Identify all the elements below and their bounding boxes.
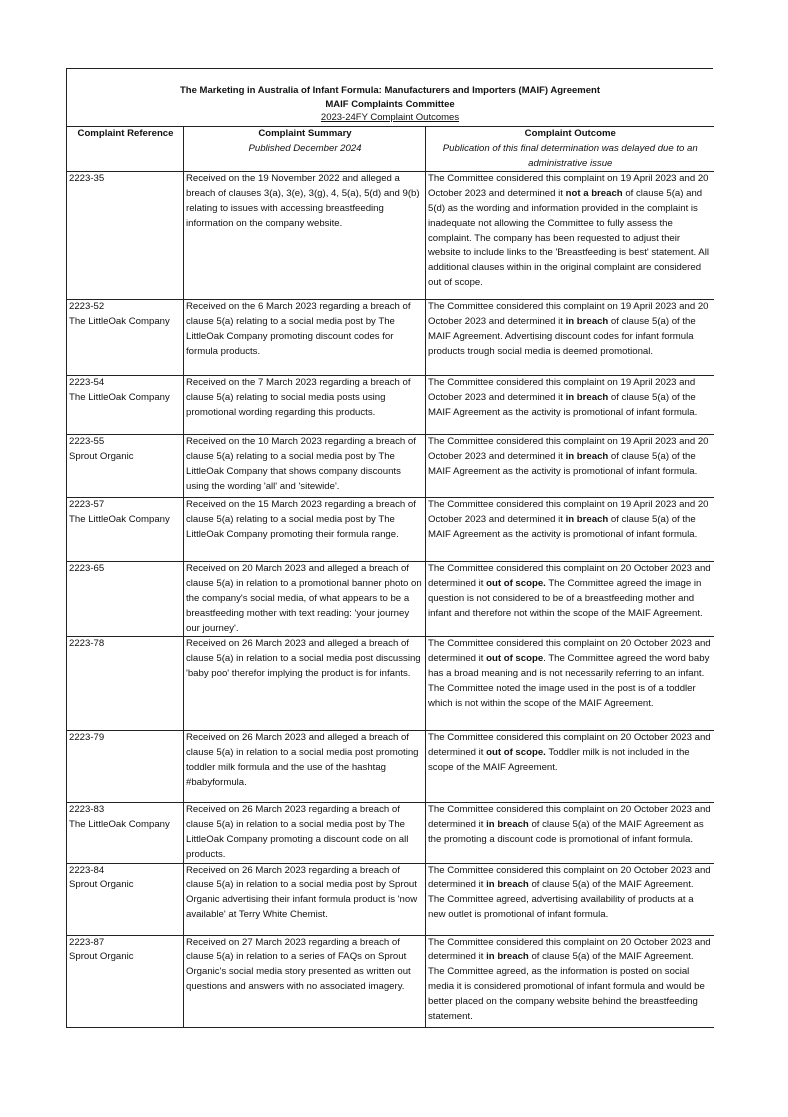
table-row xyxy=(67,498,714,562)
outcome-text: of clause 5(a) of the MAIF Agreement as the promoting a discount code is promotional of infant formula. xyxy=(428,819,704,845)
outcome-determination: in breach xyxy=(486,879,529,891)
outcome-text: of clause 5(a) of the MAIF Agreement as the activity is promotional of infant formula. xyxy=(428,451,698,477)
outcome-text: The Committee considered this complaint on 19 April 2023 and 20 October 2023 and determined it xyxy=(428,173,709,200)
summary-column-header: Complaint Summary Published December 2024 xyxy=(184,127,426,172)
outcome-text: of clause 5(a) of the MAIF Agreement. Advertising discount codes for infant formula products trough social media is deemed promotional. xyxy=(428,316,696,357)
complaint-reference: 2223-35 xyxy=(69,173,105,185)
complaint-summary: Received on 20 March 2023 and alleged a breach of clause 5(a) in relation to a promotional banner photo on the company's social media, of what appears to be a breastfeeding mother with text reading: 'your journey our journey'. xyxy=(184,562,426,637)
table-row xyxy=(67,637,714,731)
company-name: The LittleOak Company xyxy=(69,392,170,404)
complaint-outcome xyxy=(426,172,714,300)
complaint-reference-cell xyxy=(67,935,184,1027)
complaint-reference: 2223-57 xyxy=(69,499,105,511)
outcome-text: The Committee considered this complaint on 19 April 2023 and 20 October 2023 and determined it xyxy=(428,436,709,463)
complaint-summary: Received on 26 March 2023 and alleged a breach of clause 5(a) in relation to a social media post promoting toddler milk formula and the use of the hashtag #babyformula. xyxy=(184,731,426,803)
reference-column-header: Complaint Reference xyxy=(67,127,184,172)
complaint-outcome xyxy=(426,498,714,562)
outcome-text: The Committee considered this complaint on 20 October 2023 and determined it xyxy=(428,563,711,590)
complaint-reference-cell xyxy=(67,562,184,637)
complaint-outcome xyxy=(426,863,714,935)
outcome-determination: in breach xyxy=(565,316,609,328)
outcome-text: The Committee considered this complaint on 19 April 2023 and 20 October 2023 and determined it xyxy=(428,499,709,526)
complaint-summary: Received on the 15 March 2023 regarding a breach of clause 5(a) relating to a social media post by The LittleOak Company promoting their formula range. xyxy=(184,498,426,562)
outcome-determination: in breach xyxy=(565,451,609,463)
complaint-outcome xyxy=(426,637,714,731)
outcome-determination: out of scope. xyxy=(486,747,546,759)
complaint-reference-cell xyxy=(67,803,184,863)
outcome-determination: not a breach xyxy=(565,188,623,200)
complaint-reference: 2223-84 xyxy=(69,864,105,876)
complaint-reference: 2223-78 xyxy=(69,638,105,650)
complaint-reference: 2223-65 xyxy=(69,563,105,575)
complaint-summary: Received on 26 March 2023 regarding a breach of clause 5(a) in relation to a social media post by Sprout Organic advertising their infant formula product is 'now available' at Terry White Chemist. xyxy=(184,863,426,935)
outcome-determination: in breach xyxy=(486,819,529,831)
complaint-reference-cell xyxy=(67,731,184,803)
complaint-reference-cell xyxy=(67,863,184,935)
outcome-determination: in breach xyxy=(486,951,529,963)
outcome-determination: out of scope. xyxy=(486,578,546,590)
committee-title: MAIF Complaints Committee xyxy=(325,98,455,110)
outcome-subheader: Publication of this final determination was delayed due to an administrative issue xyxy=(442,142,698,169)
complaints-table xyxy=(66,126,714,1028)
complaint-outcome xyxy=(426,562,714,637)
table-body xyxy=(67,172,714,1027)
outcome-text: . The Committee agreed the word baby has a broad meaning and is not necessarily referring to an infant. The Committee noted the image used in the post is of a toddler which is not within the scope of the MAIF Agreement. xyxy=(428,653,710,709)
outcome-text: The Committee considered this complaint on 20 October 2023 and determined it xyxy=(428,936,711,963)
complaint-reference-cell xyxy=(67,637,184,731)
table-row xyxy=(67,803,714,863)
period-title: 2023-24FY Complaint Outcomes xyxy=(320,112,460,123)
outcome-text: The Committee agreed the image in question is not considered to be of a breastfeeding mother and infant and therefore not within the scope of the MAIF Agreement. xyxy=(428,578,703,619)
complaint-reference: 2223-79 xyxy=(69,732,105,744)
company-name: Sprout Organic xyxy=(69,951,134,963)
outcome-determination: out of scope xyxy=(486,653,544,665)
outcome-text: of clause 5(a) of the MAIF Agreement. The Committee agreed, advertising availability of products at a new outlet is promotional of infant formula. xyxy=(428,879,694,920)
complaint-reference: 2223-83 xyxy=(69,804,105,816)
outcome-text: of clause 5(a) and 5(d) as the wording and information provided in the complaint is inadequate not allowing the Committee to fully assess the complaint. The company has been requested to adjust their website to include links to the 'Breastfeeding is best' statement. All additional clauses within in the original complaint are considered out of scope. xyxy=(428,188,709,288)
outcome-text: The Committee considered this complaint on 20 October 2023 and determined it xyxy=(428,732,711,759)
complaint-reference-cell xyxy=(67,498,184,562)
outcome-text: of clause 5(a) of the MAIF Agreement. The Committee agreed, as the information is posted on social media it is considered promotional of infant formula and would be better placed on the company website behind the breastfeeding statement. xyxy=(428,951,705,1022)
table-row xyxy=(67,863,714,935)
complaint-reference-cell xyxy=(67,300,184,376)
complaint-summary: Received on 26 March 2023 regarding a breach of clause 5(a) in relation to a social media post by The LittleOak Company promoting a discount code on all products. xyxy=(184,803,426,863)
table-row xyxy=(67,562,714,637)
complaint-summary: Received on 26 March 2023 and alleged a breach of clause 5(a) in relation to a social media post discussing 'baby poo' therefor implying the product is for infants. xyxy=(184,637,426,731)
complaint-summary: Received on the 19 November 2022 and alleged a breach of clauses 3(a), 3(e), 3(g), 4, 5(a), 5(d) and 9(b) relating to issues with accessing breastfeeding information on the company website. xyxy=(184,172,426,300)
complaint-outcome xyxy=(426,731,714,803)
outcome-text: The Committee considered this complaint on 19 April 2023 and October 2023 and determined it xyxy=(428,377,696,404)
complaint-reference: 2223-54 xyxy=(69,377,105,389)
complaint-outcome xyxy=(426,935,714,1027)
table-row xyxy=(67,376,714,435)
outcome-text: The Committee considered this complaint on 20 October 2023 and determined it xyxy=(428,864,711,891)
complaint-reference-cell xyxy=(67,376,184,435)
complaint-summary: Received on the 6 March 2023 regarding a breach of clause 5(a) relating to a social media post by The LittleOak Company promoting discount codes for formula products. xyxy=(184,300,426,376)
complaint-reference: 2223-55 xyxy=(69,436,105,448)
table-row xyxy=(67,731,714,803)
complaint-reference: 2223-87 xyxy=(69,936,105,948)
complaint-outcome xyxy=(426,803,714,863)
complaint-summary: Received on 27 March 2023 regarding a breach of clause 5(a) in relation to a series of FAQs on Sprout Organic's social media story presented as written out questions and answers with no associated imagery. xyxy=(184,935,426,1027)
outcome-text: The Committee considered this complaint on 20 October 2023 and determined it xyxy=(428,638,711,665)
company-name: Sprout Organic xyxy=(69,879,134,891)
outcome-text: of clause 5(a) of the MAIF Agreement as the activity is promotional of infant formula. xyxy=(428,514,698,540)
complaint-outcome xyxy=(426,376,714,435)
outcome-determination: in breach xyxy=(565,514,609,526)
table-row xyxy=(67,935,714,1027)
complaint-outcome xyxy=(426,435,714,498)
table-row xyxy=(67,172,714,300)
complaint-reference: 2223-52 xyxy=(69,301,105,313)
outcome-text: The Committee considered this complaint on 20 October 2023 and determined it xyxy=(428,804,711,831)
company-name: The LittleOak Company xyxy=(69,819,170,831)
complaint-reference-cell xyxy=(67,172,184,300)
outcome-determination: in breach xyxy=(565,392,609,404)
outcome-column-header: Complaint Outcome Publication of this final determination was delayed due to an administrative issue xyxy=(426,127,714,172)
complaint-summary: Received on the 7 March 2023 regarding a breach of clause 5(a) relating to social media posts using promotional wording regarding this products. xyxy=(184,376,426,435)
complaints-document xyxy=(66,68,713,1028)
table-row xyxy=(67,300,714,376)
complaint-outcome xyxy=(426,300,714,376)
table-header-row xyxy=(67,127,714,172)
outcome-text: The Committee considered this complaint on 19 April 2023 and 20 October 2023 and determined it xyxy=(428,301,709,328)
complaint-reference-cell xyxy=(67,435,184,498)
company-name: Sprout Organic xyxy=(69,451,134,463)
table-row xyxy=(67,435,714,498)
document-header xyxy=(66,69,713,126)
company-name: The LittleOak Company xyxy=(69,514,170,526)
document-title: The Marketing in Australia of Infant Formula: Manufacturers and Importers (MAIF) Agreement xyxy=(180,85,600,96)
company-name: The LittleOak Company xyxy=(69,316,170,328)
summary-subheader: Published December 2024 xyxy=(248,142,362,154)
complaint-summary: Received on the 10 March 2023 regarding a breach of clause 5(a) relating to a social media post by The LittleOak Company that shows company discounts using the wording 'all' and 'sitewide'. xyxy=(184,435,426,498)
outcome-text: of clause 5(a) of the MAIF Agreement as the activity is promotional of infant formula. xyxy=(428,392,698,418)
outcome-text: Toddler milk is not included in the scope of the MAIF Agreement. xyxy=(428,747,690,773)
